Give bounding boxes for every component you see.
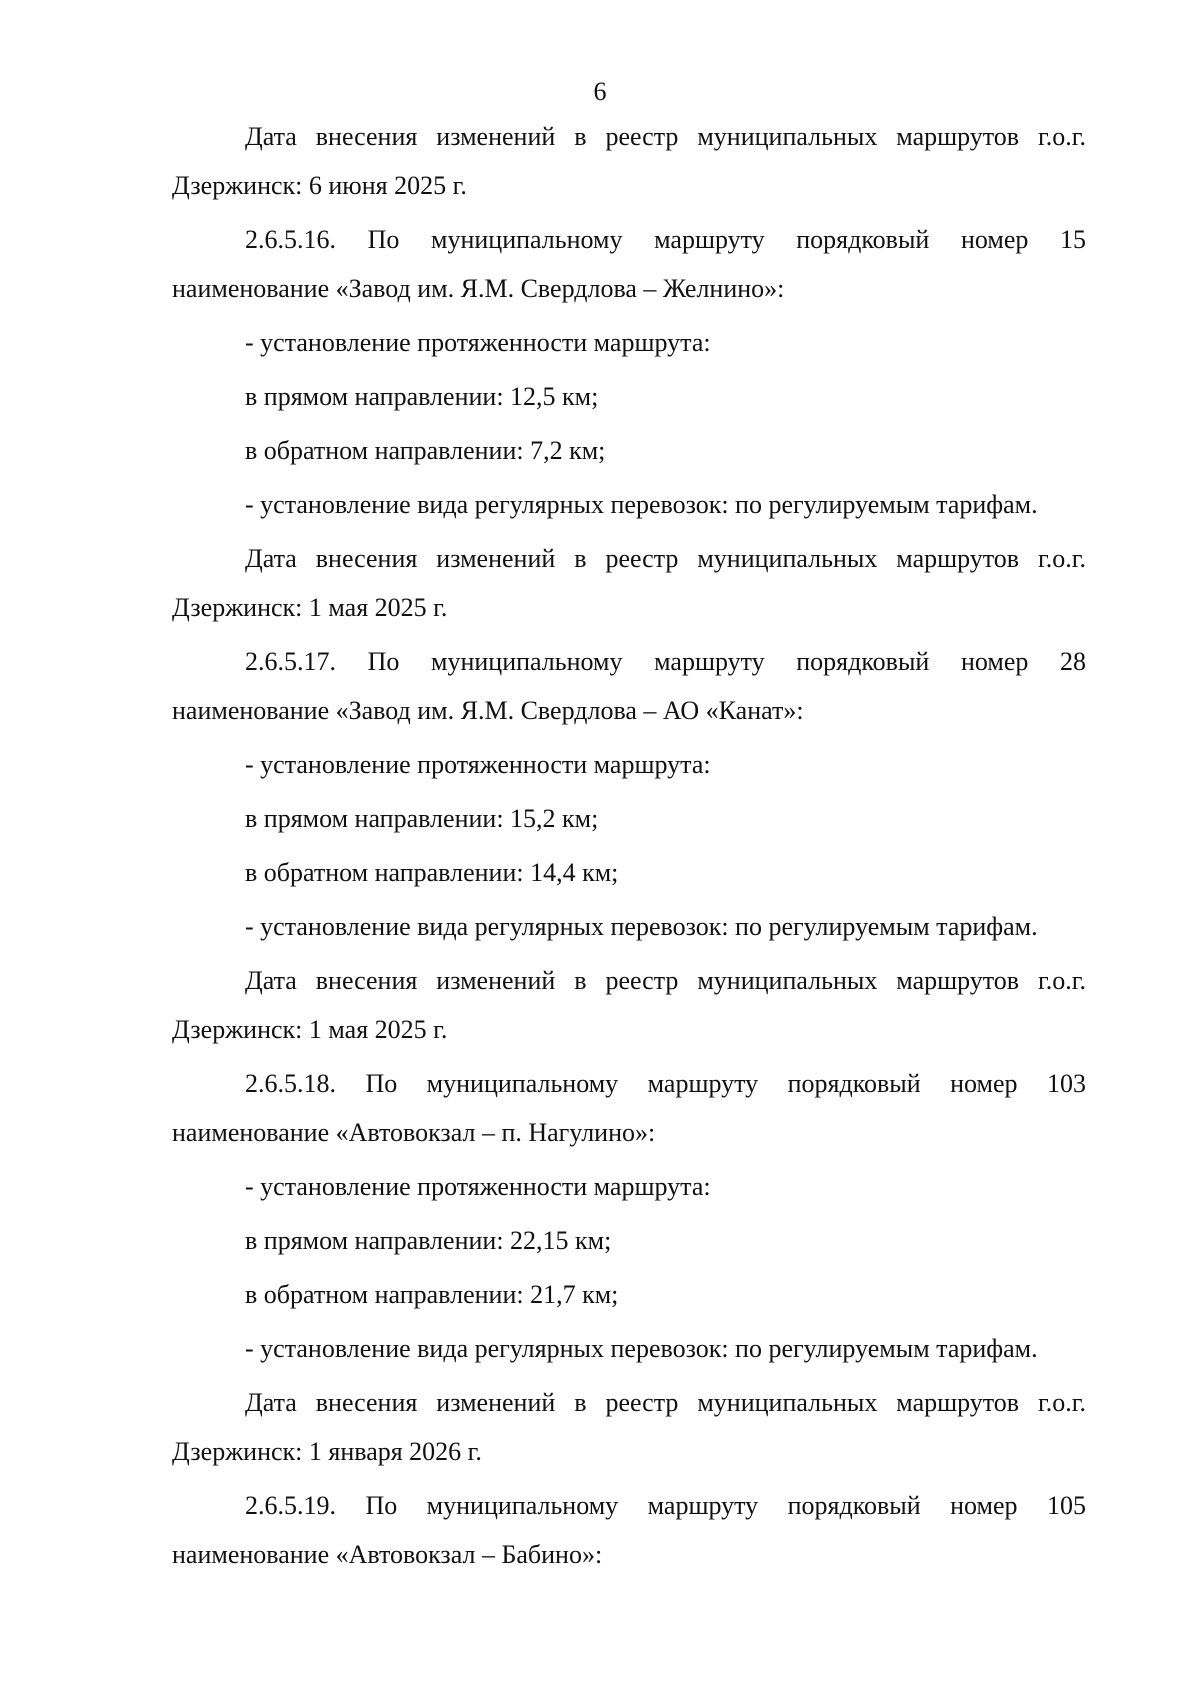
- paragraph: 2.6.5.16. По муниципальному маршруту порядковый номер 15 наименование «Завод им. Я.М. Свердлова – Желнино»:: [172, 225, 1086, 303]
- paragraph: в прямом направлении: 12,5 км;: [245, 382, 599, 411]
- paragraph: Дата внесения изменений в реестр муниципальных маршрутов г.о.г. Дзержинск: 1 января 2026 г.: [172, 1388, 1086, 1466]
- paragraph: Дата внесения изменений в реестр муниципальных маршрутов г.о.г. Дзержинск: 1 мая 2025 г.: [172, 966, 1086, 1044]
- paragraph: 2.6.5.17. По муниципальному маршруту порядковый номер 28 наименование «Завод им. Я.М. Свердлова – АО «Канат»:: [172, 647, 1086, 725]
- paragraph: в обратном направлении: 7,2 км;: [245, 436, 606, 465]
- paragraph: 2.6.5.19. По муниципальному маршруту порядковый номер 105 наименование «Автовокзал – Бабино»:: [172, 1491, 1086, 1569]
- paragraph: Дата внесения изменений в реестр муниципальных маршрутов г.о.г. Дзержинск: 1 мая 2025 г.: [172, 544, 1086, 622]
- paragraph: - установление вида регулярных перевозок: по регулируемым тарифам.: [245, 1334, 1038, 1363]
- paragraph: 2.6.5.18. По муниципальному маршруту порядковый номер 103 наименование «Автовокзал – п. Нагулино»:: [172, 1069, 1086, 1147]
- paragraph: - установление протяженности маршрута:: [245, 1172, 711, 1201]
- document-body: [172, 112, 1086, 1584]
- page-number: 6: [593, 77, 607, 106]
- paragraph: в обратном направлении: 14,4 км;: [245, 858, 619, 887]
- paragraph: - установление вида регулярных перевозок: по регулируемым тарифам.: [245, 490, 1038, 519]
- paragraph: - установление протяженности маршрута:: [245, 328, 711, 357]
- paragraph: Дата внесения изменений в реестр муниципальных маршрутов г.о.г. Дзержинск: 6 июня 2025 г.: [172, 122, 1086, 200]
- paragraph: в прямом направлении: 15,2 км;: [245, 804, 599, 833]
- paragraph: в обратном направлении: 21,7 км;: [245, 1280, 619, 1309]
- paragraph: в прямом направлении: 22,15 км;: [245, 1226, 612, 1255]
- paragraph: - установление протяженности маршрута:: [245, 750, 711, 779]
- paragraph: - установление вида регулярных перевозок: по регулируемым тарифам.: [245, 912, 1038, 941]
